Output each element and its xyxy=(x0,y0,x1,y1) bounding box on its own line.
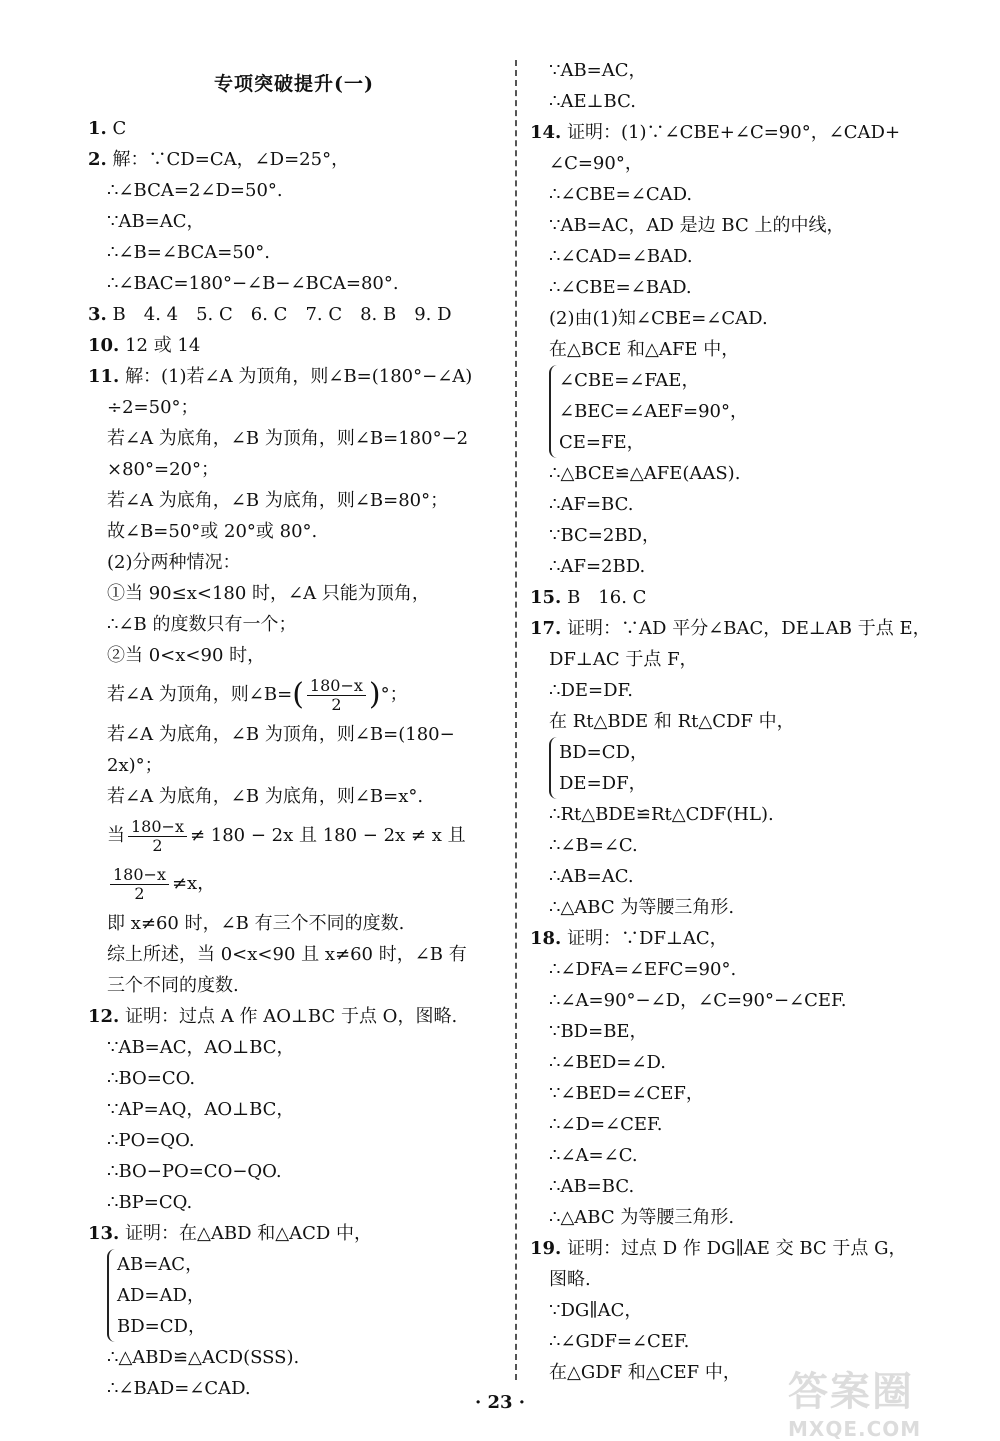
watermark-domain: MXQE.COM xyxy=(788,1417,922,1441)
watermark-logo xyxy=(788,1360,978,1441)
fraction xyxy=(128,818,187,855)
question-number: 17. xyxy=(530,618,562,639)
fraction-post-text: °； xyxy=(380,684,408,705)
fraction-line xyxy=(88,671,500,719)
question-number: 18. xyxy=(530,928,562,949)
answer-line xyxy=(530,1233,960,1264)
system-brace xyxy=(107,1249,500,1342)
answer-text: 解：(1)若∠A 为顶角，则∠B=(180°−∠A) xyxy=(125,366,473,387)
solution-line: ∵∠BED=∠CEF， xyxy=(549,1083,704,1104)
answer-text: B 4. 4 5. C 6. C 7. C 8. B 9. D xyxy=(112,304,452,325)
solution-line: ∴△BCE≌△AFE(AAS). xyxy=(549,463,741,484)
solution-line: ∵BD=BE， xyxy=(549,1021,648,1042)
solution-line: ∴∠CBE=∠BAD. xyxy=(549,277,692,298)
watermark-text: 答案圈 xyxy=(788,1369,914,1415)
system-line: AD=AD， xyxy=(117,1285,205,1306)
solution-line: ∴∠A=90°−∠D，∠C=90°−∠CEF. xyxy=(549,990,847,1011)
solution-line: ∴∠BAD=∠CAD. xyxy=(107,1378,251,1399)
answer-line xyxy=(88,330,500,361)
solution-line: ∴AF=2BD. xyxy=(549,556,646,577)
solution-line: ∴△ABC 为等腰三角形. xyxy=(549,1207,735,1228)
answer-line xyxy=(88,299,500,330)
fraction-line xyxy=(88,860,500,908)
system-line: BD=CD， xyxy=(117,1316,206,1337)
solution-line: ∴BO=CO. xyxy=(107,1068,196,1089)
solution-line: ∴∠DFA=∠EFC=90°. xyxy=(549,959,737,980)
system-line: ∠CBE=∠FAE， xyxy=(559,370,700,391)
solution-line: 图略. xyxy=(549,1269,591,1290)
answer-line xyxy=(88,361,500,392)
answer-line xyxy=(88,144,500,175)
solution-line: ∵AB=AC，AD 是边 BC 上的中线， xyxy=(549,215,845,236)
answer-text: 解：∵CD=CA，∠D=25°， xyxy=(112,149,350,170)
system-line: CE=FE， xyxy=(559,432,645,453)
fraction-line xyxy=(88,812,500,860)
answer-line xyxy=(530,582,960,613)
fraction-denominator: 2 xyxy=(331,694,342,714)
solution-line: ∴BO−PO=CO−QO. xyxy=(107,1161,282,1182)
fraction-numerator: 180−x xyxy=(110,866,169,885)
solution-line: 在△GDF 和△CEF 中， xyxy=(549,1362,741,1383)
question-number: 12. xyxy=(88,1006,120,1027)
column-divider xyxy=(515,60,517,1380)
solution-line: DF⊥AC 于点 F， xyxy=(549,649,698,670)
fraction-denominator: 2 xyxy=(134,883,145,903)
solution-line: ∴△ABD≌△ACD(SSS). xyxy=(107,1347,300,1368)
solution-line: ∴∠CAD=∠BAD. xyxy=(549,246,693,267)
solution-line: ∴∠A=∠C. xyxy=(549,1145,638,1166)
solution-line: ①当 90≤x<180 时，∠A 只能为顶角， xyxy=(107,583,430,604)
solution-line: ∴Rt△BDE≌Rt△CDF(HL). xyxy=(549,804,774,825)
page-title: 专项突破提升(一) xyxy=(214,73,374,95)
right-paren: ) xyxy=(368,677,381,712)
answer-line xyxy=(530,117,960,148)
solution-line: ∴∠B=∠BCA=50°. xyxy=(107,242,270,263)
solution-line: 在 Rt△BDE 和 Rt△CDF 中， xyxy=(549,711,795,732)
solution-line: ∵DG∥AC， xyxy=(549,1300,643,1321)
solution-line: ∴∠B=∠C. xyxy=(549,835,638,856)
solution-line: 在△BCE 和△AFE 中， xyxy=(549,339,740,360)
solution-line: 故∠B=50°或 20°或 80°. xyxy=(107,521,318,542)
fraction-numerator: 180−x xyxy=(307,677,366,696)
system-line: ∠BEC=∠AEF=90°， xyxy=(559,401,748,422)
answer-text: 证明：过点 D 作 DG∥AE 交 BC 于点 G， xyxy=(567,1238,907,1259)
solution-line: ∴∠B 的度数只有一个； xyxy=(107,614,297,635)
solution-line: ∴AF=BC. xyxy=(549,494,634,515)
fraction-denominator: 2 xyxy=(152,835,163,855)
solution-line: ∵AB=AC，AO⊥BC， xyxy=(107,1037,295,1058)
solution-line: ∴△ABC 为等腰三角形. xyxy=(549,897,735,918)
solution-line: ∴∠CBE=∠CAD. xyxy=(549,184,693,205)
fraction-post-text: ≠x， xyxy=(171,873,216,894)
solution-line: (2)分两种情况： xyxy=(107,552,241,573)
fraction xyxy=(307,677,366,714)
solution-line: ∵AB=AC， xyxy=(107,211,205,232)
fraction-numerator: 180−x xyxy=(128,818,187,837)
solution-line: 若∠A 为底角，∠B 为顶角，则∠B=(180− xyxy=(107,724,455,745)
answer-line xyxy=(530,613,960,644)
solution-line: ∴∠BED=∠D. xyxy=(549,1052,667,1073)
answer-line xyxy=(88,113,500,144)
solution-line: ∴DE=DF. xyxy=(549,680,633,701)
answer-text: C xyxy=(112,118,127,139)
system-brace xyxy=(549,365,960,458)
fraction-pre-text: 若∠A 为顶角，则∠B= xyxy=(107,684,293,705)
question-number: 14. xyxy=(530,122,562,143)
question-number: 1. xyxy=(88,118,107,139)
solution-line: ∴∠BAC=180°−∠B−∠BCA=80°. xyxy=(107,273,399,294)
solution-line: ∴PO=QO. xyxy=(107,1130,195,1151)
right-column xyxy=(530,55,960,1388)
solution-line: 即 x≠60 时，∠B 有三个不同的度数. xyxy=(107,913,405,934)
left-paren: ( xyxy=(292,677,304,712)
solution-line: (2)由(1)知∠CBE=∠CAD. xyxy=(549,308,768,329)
answer-line xyxy=(530,923,960,954)
solution-line: 三个不同的度数. xyxy=(107,975,239,996)
solution-line: ∵BC=2BD， xyxy=(549,525,660,546)
question-number: 15. xyxy=(530,587,562,608)
answer-text: 证明：(1)∵∠CBE+∠C=90°，∠CAD+ xyxy=(567,122,901,143)
left-column xyxy=(88,55,500,1404)
answer-text: 证明：∵AD 平分∠BAC，DE⊥AB 于点 E， xyxy=(567,618,931,639)
solution-line: ∴∠GDF=∠CEF. xyxy=(549,1331,690,1352)
system-line: DE=DF， xyxy=(559,773,647,794)
solution-line: ∴BP=CQ. xyxy=(107,1192,193,1213)
answer-text: 证明：∵DF⊥AC， xyxy=(567,928,728,949)
solution-line: ∴∠D=∠CEF. xyxy=(549,1114,663,1135)
solution-line: ∴AE⊥BC. xyxy=(549,91,636,112)
solution-line: 若∠A 为底角，∠B 为底角，则∠B=x°. xyxy=(107,786,424,807)
solution-line: ∴AB=BC. xyxy=(549,1176,635,1197)
fraction-pre-text: 当 xyxy=(107,825,125,846)
page-number: · 23 · xyxy=(474,1392,526,1413)
question-number: 11. xyxy=(88,366,120,387)
answer-line xyxy=(88,1001,500,1032)
fraction xyxy=(110,866,169,903)
question-number: 19. xyxy=(530,1238,562,1259)
answer-text: B 16. C xyxy=(567,587,647,608)
solution-line: 2x)°； xyxy=(107,755,163,776)
answer-line xyxy=(88,1218,500,1249)
question-number: 2. xyxy=(88,149,107,170)
fraction-post-text: ≠ 180 − 2x 且 180 − 2x ≠ x 且 xyxy=(189,825,466,846)
answer-text: 证明：过点 A 作 AO⊥BC 于点 O，图略. xyxy=(125,1006,458,1027)
answer-text: 12 或 14 xyxy=(125,335,201,356)
solution-line: ×80°=20°； xyxy=(107,459,219,480)
system-line: AB=AC， xyxy=(117,1254,204,1275)
answer-text: 证明：在△ABD 和△ACD 中， xyxy=(125,1223,373,1244)
solution-line: ∠C=90°， xyxy=(549,153,643,174)
system-line: BD=CD， xyxy=(559,742,648,763)
system-brace xyxy=(549,737,960,799)
solution-line: ②当 0<x<90 时， xyxy=(107,645,266,666)
solution-line: 综上所述，当 0<x<90 且 x≠60 时，∠B 有 xyxy=(107,944,467,965)
question-number: 10. xyxy=(88,335,120,356)
solution-line: ∴∠BCA=2∠D=50°. xyxy=(107,180,283,201)
question-number: 3. xyxy=(88,304,107,325)
question-number: 13. xyxy=(88,1223,120,1244)
solution-line: ∵AB=AC， xyxy=(549,60,647,81)
solution-line: ∴AB=AC. xyxy=(549,866,634,887)
solution-line: 若∠A 为底角，∠B 为顶角，则∠B=180°−2 xyxy=(107,428,469,449)
solution-line: ∵AP=AQ，AO⊥BC， xyxy=(107,1099,295,1120)
solution-line: ÷2=50°； xyxy=(107,397,199,418)
solution-line: 若∠A 为底角，∠B 为底角，则∠B=80°； xyxy=(107,490,449,511)
